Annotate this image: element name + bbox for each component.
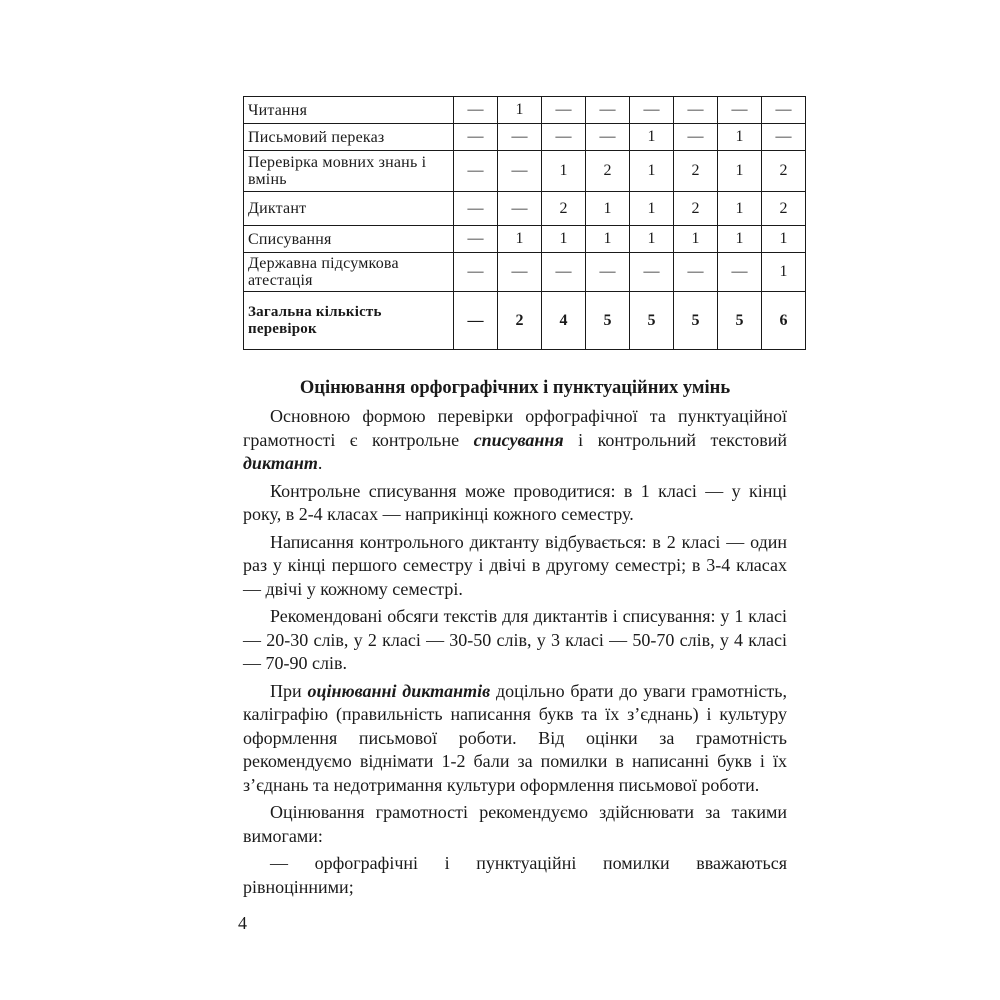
value-cell: — [542,253,586,292]
value-cell: — [454,97,498,124]
value-cell: 1 [674,226,718,253]
emphasis-dyktant: диктант [243,453,318,473]
value-cell: — [674,97,718,124]
value-cell: 2 [542,192,586,226]
checks-table [243,96,806,350]
body-text [243,405,787,903]
value-cell: 5 [718,292,762,350]
value-cell: — [498,253,542,292]
value-cell: 1 [718,226,762,253]
value-cell: — [674,253,718,292]
row-label: Загальна кількість перевірок [244,292,454,350]
value-cell: 1 [718,151,762,192]
value-cell: 1 [762,253,806,292]
value-cell: 2 [498,292,542,350]
value-cell: — [586,253,630,292]
row-label: Письмовий переказ [244,124,454,151]
value-cell: — [630,97,674,124]
table-row [244,226,806,253]
table-row [244,292,806,350]
value-cell: 2 [674,192,718,226]
row-label: Державна підсумкова атестація [244,253,454,292]
paragraph-1-part-c: . [317,453,323,473]
table-row [244,192,806,226]
value-cell: 1 [542,226,586,253]
value-cell: — [586,124,630,151]
value-cell: — [454,253,498,292]
value-cell: 1 [718,192,762,226]
paragraph-6: Оцінювання грамотності рекомендуємо здійснювати за такими вимогами: [243,802,787,846]
value-cell: 2 [674,151,718,192]
value-cell: 1 [498,97,542,124]
value-cell: 5 [586,292,630,350]
value-cell: — [542,97,586,124]
value-cell: 5 [630,292,674,350]
table-row [244,253,806,292]
value-cell: — [674,124,718,151]
page-number: 4 [238,913,247,933]
row-label: Перевірка мовних знань і вмінь [244,151,454,192]
value-cell: — [762,97,806,124]
paragraph-7: — орфографічні і пунктуаційні помилки вважаються рівноцінними; [243,853,787,897]
paragraph-5 [243,680,787,798]
table-row [244,124,806,151]
paragraph-2: Контрольне списування може проводитися: в 1 класі — у кінці року, в 2-4 класах — наприкінці кожного семестру. [243,480,787,524]
value-cell: 1 [630,124,674,151]
value-cell: — [454,124,498,151]
value-cell: 1 [542,151,586,192]
value-cell: 2 [762,151,806,192]
paragraph-5-part-a: При [270,680,308,701]
value-cell: — [762,124,806,151]
value-cell: 1 [630,226,674,253]
value-cell: 4 [542,292,586,350]
value-cell: 1 [586,226,630,253]
value-cell: — [454,292,498,350]
section-heading: Оцінювання орфографічних і пунктуаційних умінь [299,378,731,398]
row-label: Списування [244,226,454,253]
value-cell: — [454,192,498,226]
paragraph-4: Рекомендовані обсяги текстів для диктантів і списування: у 1 класі — 20-30 слів, у 2 класі — 30-50 слів, у 3 класі — 50-70 слів, у 4 класі — 70-90 слів. [243,606,787,673]
row-label: Диктант [244,192,454,226]
paragraph-5-part-b: доцільно брати до уваги грамотність, каліграфію (правильність написання букв та їх з’єднань) і культуру оформлення письмової роботи. Від оцінки за грамотність рекомендуємо віднімати 1-2 бали за помилки в написанні букв і їх з’єднань та недотримання культури оформлення письмової роботи. [243,680,787,795]
paragraph-1 [243,405,787,476]
value-cell: — [586,97,630,124]
value-cell: 2 [586,151,630,192]
paragraph-1-part-b: і контрольний текстовий [563,429,787,450]
checks-table-body [244,97,806,350]
value-cell: — [498,151,542,192]
value-cell: — [498,124,542,151]
row-label: Читання [244,97,454,124]
value-cell: 2 [762,192,806,226]
value-cell: — [498,192,542,226]
value-cell: — [454,226,498,253]
paragraph-3: Написання контрольного диктанту відбувається: в 2 класі — один раз у кінці першого семестру і двічі в другому семестрі; в 3-4 класах — двічі у кожному семестрі. [243,531,787,599]
table-row [244,151,806,192]
value-cell: 1 [718,124,762,151]
value-cell: 5 [674,292,718,350]
value-cell: — [542,124,586,151]
value-cell: — [718,253,762,292]
value-cell: — [630,253,674,292]
emphasis-dictation-assessment: оцінюванні диктантів [307,680,491,701]
value-cell: 1 [762,226,806,253]
value-cell: 1 [586,192,630,226]
value-cell: 6 [762,292,806,350]
value-cell: 1 [630,151,674,192]
value-cell: 1 [498,226,542,253]
table-row [244,97,806,124]
paragraph-1-part-a: Основною формою перевірки орфографічної та пунктуаційної грамотності є контрольне [243,406,787,450]
emphasis-spysuvannia: списування [473,429,564,450]
value-cell: — [454,151,498,192]
value-cell: 1 [630,192,674,226]
value-cell: — [718,97,762,124]
